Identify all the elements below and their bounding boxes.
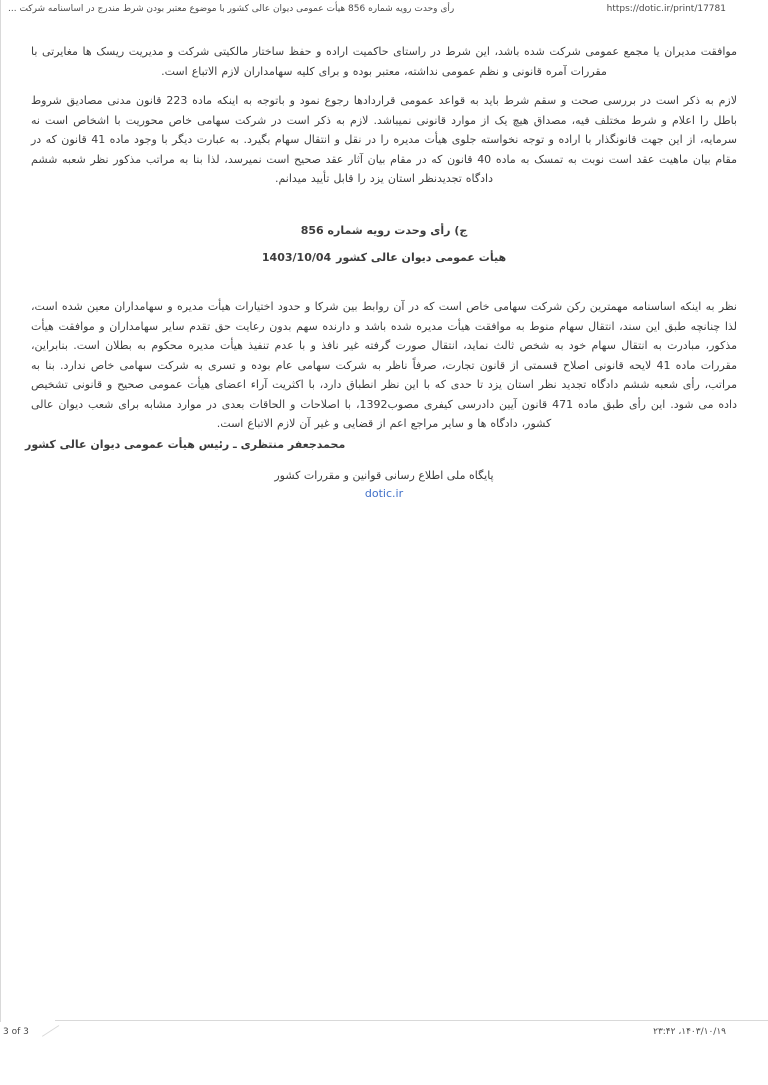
body-paragraph-3: نظر به اینکه اساسنامه مهمترین رکن شرکت سهامی خاص است که در آن روابط بین شرکا و حدود اختیارات هیأت مدیره و سهامداران معین شده است، لذا چنانچه طبق این سند، انتقال سهام منوط به موافقت هیأت مدیره شده باشد و دارنده سهم بدون رعایت حق تقدم سایر سهامداران و موافقت هیأت مذکور، مبادرت به انتقال سهام خود به شخص ثالث نماید، انتقال صورت گرفته غیر نافذ و با عدم تنفیذ هیأت مدیره محکوم به بطلان است. بنابراین، مقررات ماده 41 لایحه قانونی اصلاح قسمتی از قانون تجارت، صرفاً ناظر به شرکت سهامی عام بوده و تسری به شرکت سهامی خاص ندارد. بنا به مراتب، رأی شعبه ششم دادگاه تجدید نظر استان یزد تا حدی که با این نظر انطباق دارد، با اکثریت آراء اعضای هیأت عمومی صحیح و قانونی تشخیص داده می شود. این رأی طبق ماده 471 قانون آیین دادرسی کیفری مصوب1392، با اصلاحات و الحاقات بعدی در موارد مشابه برای شعب دیوان عالی کشور، دادگاه ها و سایر مراجع اعم از قضایی و غیر آن لازم الاتباع است. (31, 300, 738, 430)
site-footer-name: پایگاه ملی اطلاع رسانی قوانین و مقررات کشور (274, 469, 494, 482)
print-header-url: https://dotic.ir/print/17781 (606, 4, 726, 14)
signature-line: محمدجعفر منتظری ـ رئیس هیأت عمومی دیوان عالی کشور (25, 438, 346, 451)
body-paragraph-2: لازم به ذکر است در بررسی صحت و سقم شرط باید به قواعد عمومی قراردادها رجوع نمود و باتوجه به اینکه ماده 223 قانون مدنی مصادیق شروط باطل را اعلام و شرط مختلف فیه، مصداق هیچ یک از موارد قانونی نمیباشد. لازم به ذکر است در شرکت سهامی خاص محوریت با اشخاص است نه سرمایه، از این جهت قانونگذار با اراده و توجه نخواسته جلوی هیأت مدیره را در نقل و انتقال سهام بگیرد. به عبارت دیگر با وجود ماده 41 قانون که در مقام بیان ماهیت عقد است نوبت به تمسک به ماده 40 قانون که در مقام بیان آثار عقد صحیح است نمیرسد، لذا بنا به مراتب مذکور نظر شعبه ششم دادگاه تجدیدنظر استان یزد را قابل تأیید میدانم. (31, 94, 737, 185)
print-header-document-title: رأی وحدت رویه شماره 856 هیأت عمومی دیوان عالی کشور با موضوع معتبر بودن شرط مندرج در اساسنامه شرکت ... (8, 4, 455, 14)
ruling-board-name: هیأت عمومی دیوان عالی کشور (336, 251, 507, 264)
ruling-number-heading: ج) رأی وحدت رویه شماره 856 (300, 224, 468, 237)
print-footer-page-indicator: 3 of 3 (3, 1027, 29, 1037)
body-paragraph-1: موافقت مدیران یا مجمع عمومی شرکت شده باشد، این شرط در راستای حاکمیت اراده و حفظ ساختار مالکیتی شرکت و مدیریت ریسک ها مغایرتی با مقررات آمره قانونی و نظم عمومی نداشته، معتبر بوده و برای کلیه سهامداران لازم الاتباع است. (31, 45, 737, 78)
print-footer-timestamp: ۱۴۰۳/۱۰/۱۹، ۲۳:۴۲ (653, 1027, 726, 1037)
site-footer-link[interactable]: dotic.ir (364, 487, 404, 500)
page-corner-edge-line (42, 1025, 59, 1037)
page-bottom-edge-line (55, 1020, 768, 1021)
page-left-edge-line (0, 0, 1, 1022)
ruling-date-heading (31, 251, 737, 265)
ruling-date: 1403/10/04 (261, 251, 332, 264)
